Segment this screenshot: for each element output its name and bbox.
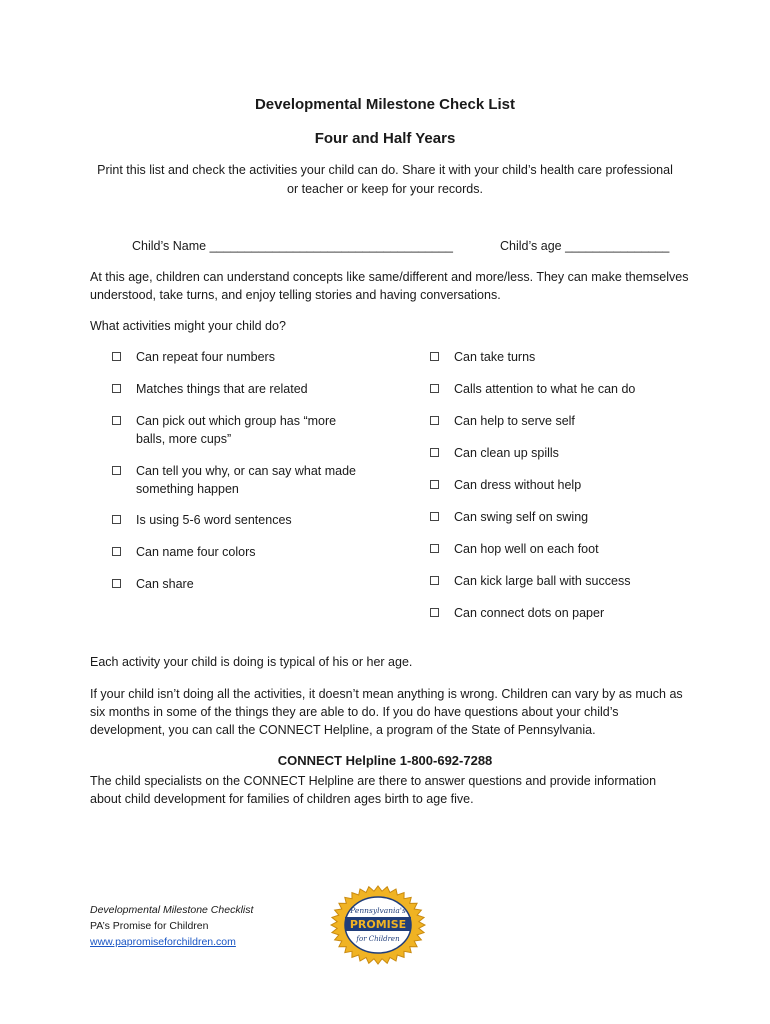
checklist-item-label: Calls attention to what he can do: [454, 382, 636, 396]
intro-text: [80, 161, 690, 199]
footer-website-link[interactable]: www.papromiseforchildren.com: [90, 936, 236, 948]
seal-top-text: Pennsylvania's: [350, 906, 406, 915]
checklist-item-label: Is using 5-6 word sentences: [136, 513, 292, 527]
child-name-blank[interactable]: ___________________________________: [209, 239, 453, 253]
checkbox[interactable]: [430, 416, 439, 425]
checklist-item[interactable]: [112, 462, 366, 498]
checkbox[interactable]: [112, 416, 121, 425]
checklist-item[interactable]: [112, 412, 366, 448]
age-description: At this age, children can understand concepts like same/different and more/less. They can make themselves understood, take turns, and enjoy telling stories and having conversations.: [90, 270, 689, 302]
checkbox[interactable]: [112, 352, 121, 361]
checklist-item-label: Can dress without help: [454, 478, 582, 492]
checklist-item[interactable]: [430, 348, 684, 366]
checklist-item[interactable]: [430, 540, 684, 558]
checkbox[interactable]: [430, 384, 439, 393]
checklist-item-label: Matches things that are related: [136, 382, 308, 396]
seal-main-text: PROMISE: [349, 918, 407, 931]
child-name-field[interactable]: [132, 239, 453, 253]
checklist-item-label: Can clean up spills: [454, 446, 559, 460]
checklist-item[interactable]: [430, 444, 684, 462]
child-name-label: Child’s Name: [132, 239, 207, 253]
checklist-item[interactable]: [430, 604, 684, 622]
checkbox[interactable]: [112, 515, 121, 524]
activities-question: What activities might your child do?: [90, 319, 286, 333]
footer: [90, 902, 253, 950]
checklist-item-label: Can name four colors: [136, 545, 256, 559]
checkbox[interactable]: [430, 352, 439, 361]
helpline-heading: CONNECT Helpline 1-800-692-7288: [277, 753, 493, 768]
checklist-item-label: Can share: [136, 577, 194, 591]
checklist-item-label: Can repeat four numbers: [136, 350, 275, 364]
footer-org: PA’s Promise for Children: [90, 920, 209, 932]
checklist-item[interactable]: [430, 476, 684, 494]
intro-line-2: or teacher or keep for your records.: [287, 182, 483, 196]
checklist-item[interactable]: [112, 543, 366, 561]
variation-note: If your child isn’t doing all the activities, it doesn’t mean anything is wrong. Children can vary by as much as six months in some of the things they are able to do. If you do have questions about your child’s development, you can call the CONNECT Helpline, a program of the State of Pennsylvania.: [90, 687, 683, 737]
checklist-item-label: Can tell you why, or can say what made something happen: [136, 464, 357, 496]
page-subtitle: Four and Half Years: [314, 130, 456, 147]
pa-promise-seal-logo: [330, 885, 426, 965]
child-age-label: Child’s age: [500, 239, 562, 253]
checklist-item-label: Can pick out which group has “more balls, more cups”: [136, 414, 337, 446]
page-title: Developmental Milestone Check List: [254, 96, 516, 113]
checklist-item[interactable]: [430, 572, 684, 590]
checkbox[interactable]: [112, 579, 121, 588]
checkbox[interactable]: [430, 480, 439, 489]
checkbox[interactable]: [430, 544, 439, 553]
checklist-item-label: Can swing self on swing: [454, 510, 589, 524]
intro-line-1: Print this list and check the activities your child can do. Share it with your child’s health care professional: [97, 163, 673, 177]
checklist-item-label: Can kick large ball with success: [454, 574, 631, 588]
checklist-item-label: Can take turns: [454, 350, 536, 364]
checkbox[interactable]: [430, 576, 439, 585]
seal-bottom-text: for Children: [356, 935, 400, 943]
checklist-item[interactable]: [430, 412, 684, 430]
child-age-field[interactable]: [500, 239, 669, 253]
typical-note: Each activity your child is doing is typical of his or her age.: [90, 655, 413, 669]
footer-doc-title: Developmental Milestone Checklist: [90, 904, 254, 916]
checklist-item-label: Can connect dots on paper: [454, 606, 605, 620]
checkbox[interactable]: [112, 384, 121, 393]
checklist-item[interactable]: [430, 508, 684, 526]
checkbox[interactable]: [112, 466, 121, 475]
specialists-note: The child specialists on the CONNECT Helpline are there to answer questions and provide information about child development for families of children ages birth to age five.: [90, 774, 657, 806]
child-age-blank[interactable]: _______________: [565, 239, 670, 253]
checkbox[interactable]: [430, 608, 439, 617]
checklist-item-label: Can hop well on each foot: [454, 542, 599, 556]
checklist-item[interactable]: [112, 348, 366, 366]
checkbox[interactable]: [430, 512, 439, 521]
checklist-item[interactable]: [430, 380, 684, 398]
checklist-item[interactable]: [112, 511, 366, 529]
checkbox[interactable]: [112, 547, 121, 556]
checklist-item-label: Can help to serve self: [454, 414, 575, 428]
checklist-item[interactable]: [112, 575, 366, 593]
checklist-item[interactable]: [112, 380, 366, 398]
checkbox[interactable]: [430, 448, 439, 457]
